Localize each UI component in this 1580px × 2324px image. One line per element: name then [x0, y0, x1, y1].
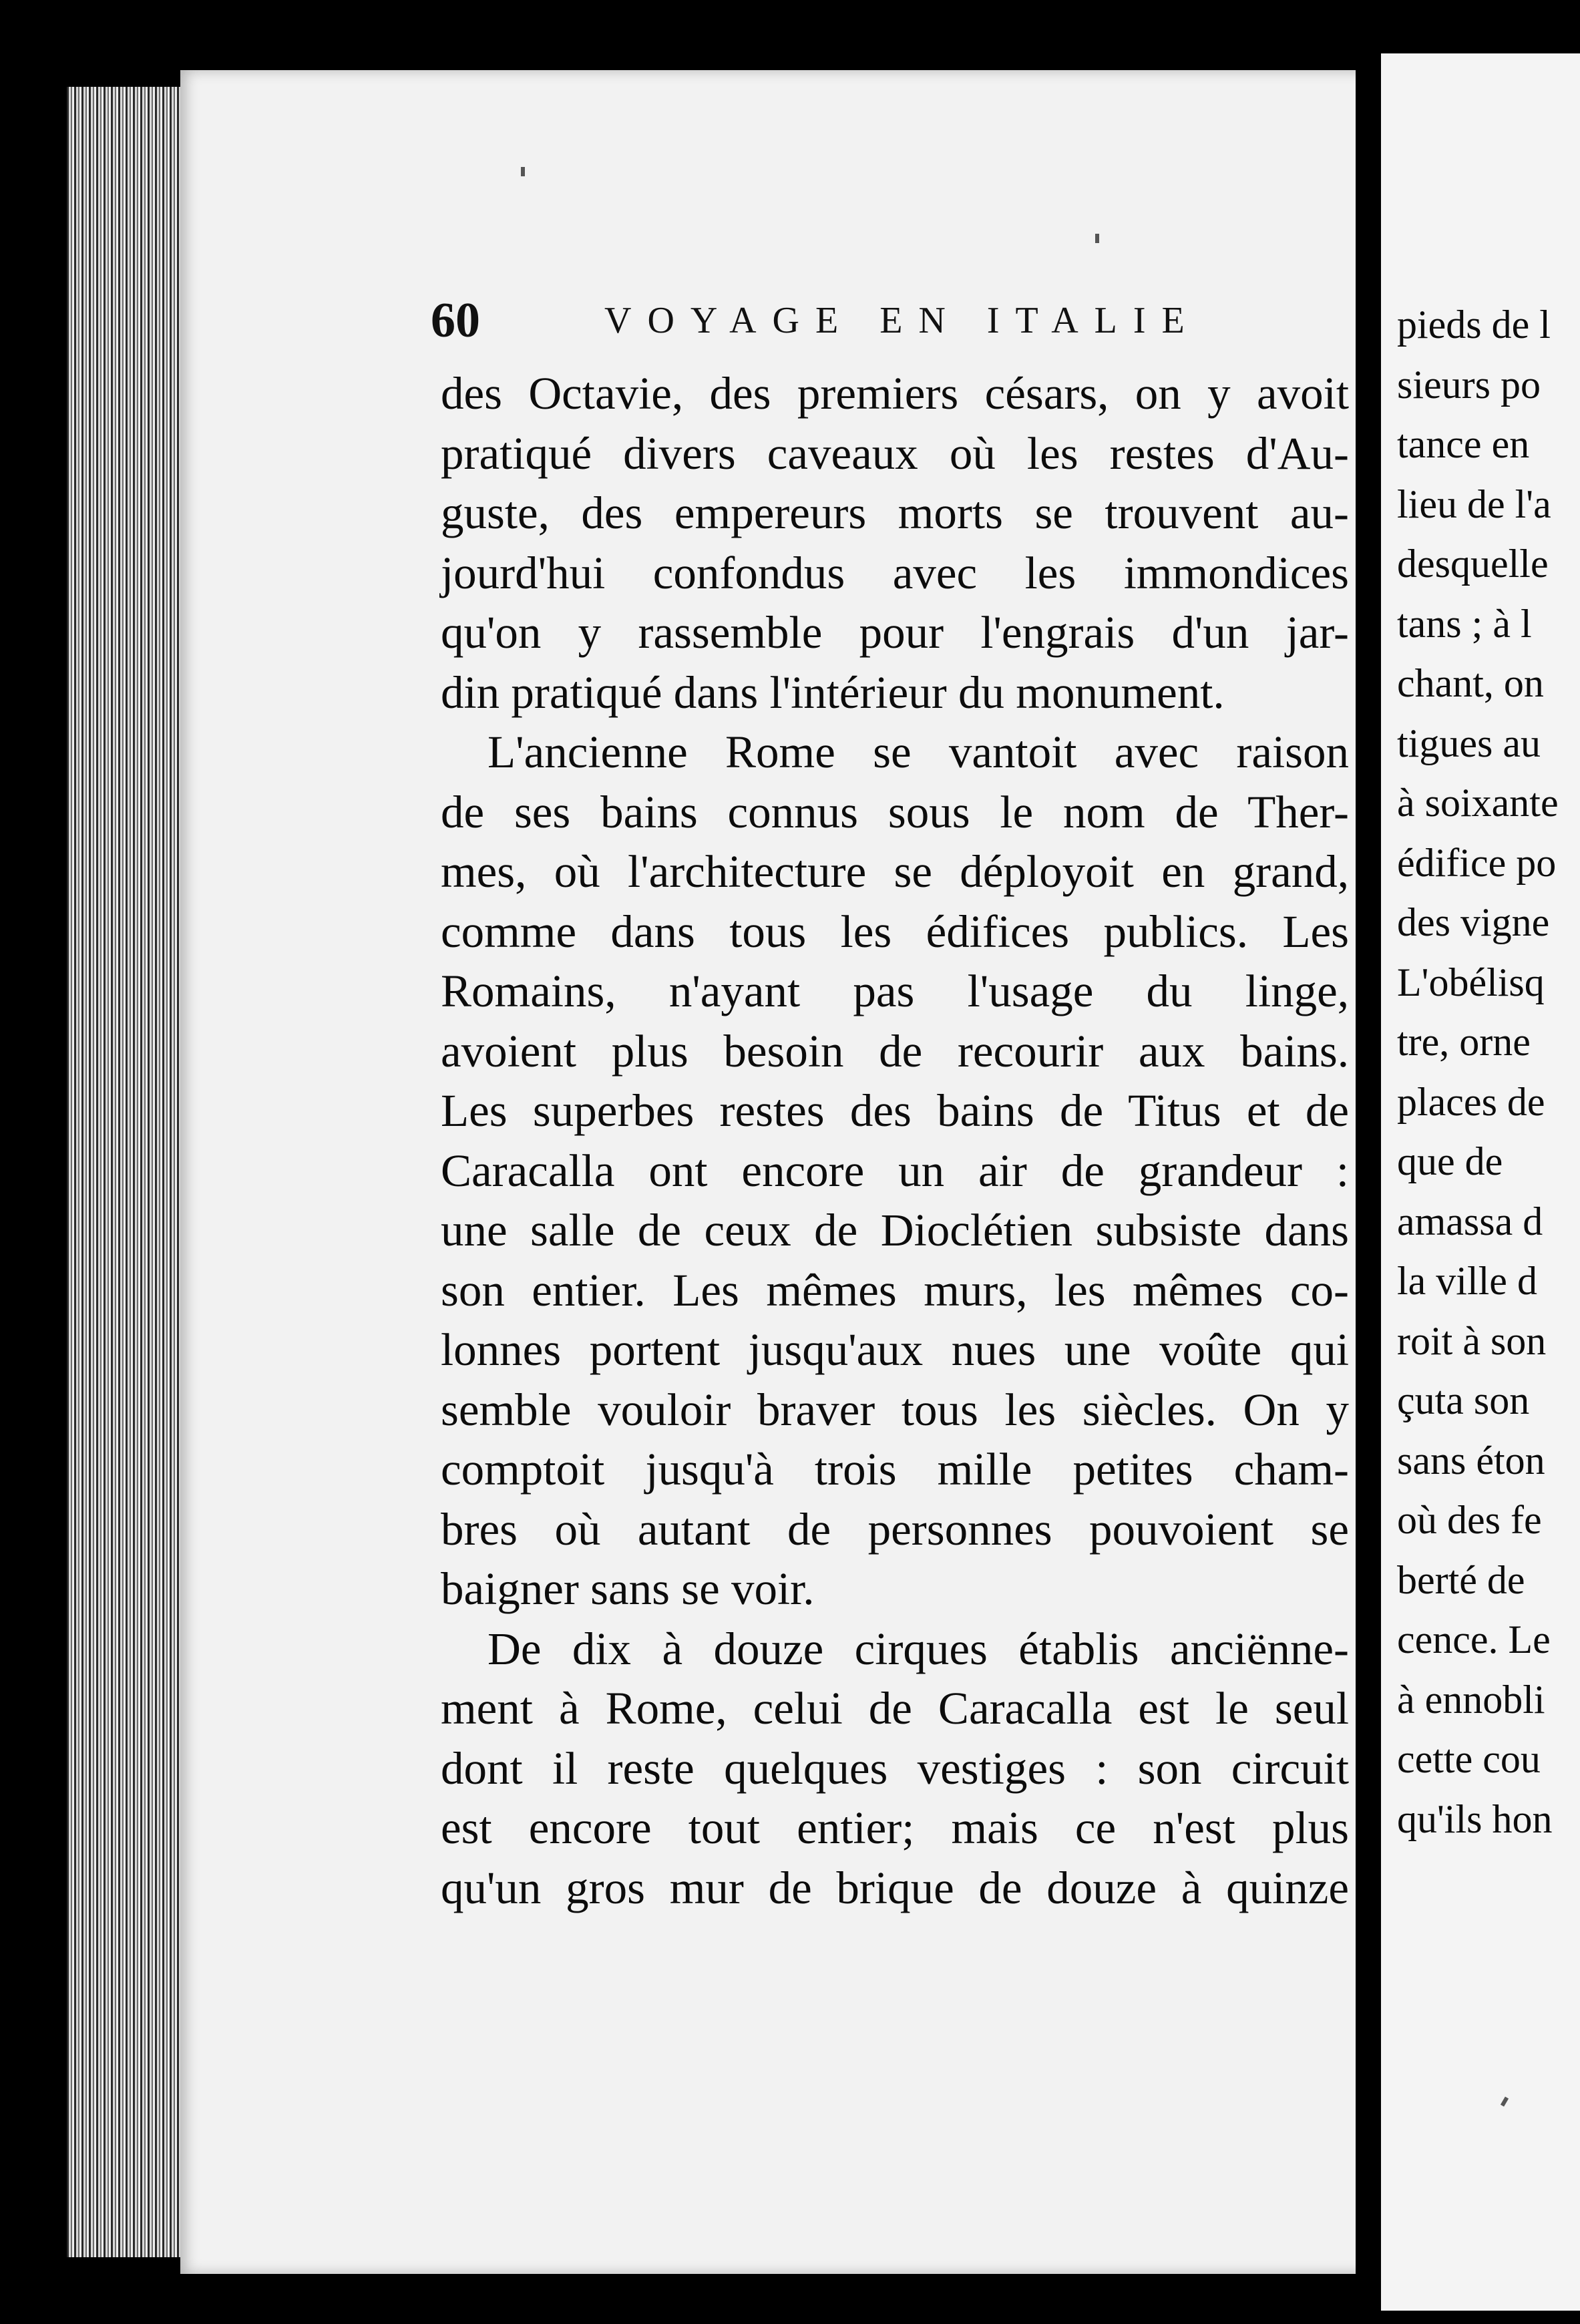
text-line: desquelle [1397, 542, 1549, 586]
text-line: est encore tout entier; mais ce n'est plus [441, 1802, 1349, 1853]
text-line: pieds de l [1397, 303, 1551, 347]
book-gutter [1356, 53, 1381, 2311]
text-line: de ses bains connus sous le nom de Ther- [441, 786, 1349, 837]
running-head [431, 280, 1366, 354]
text-line: des Octavie, des premiers césars, on y avoit [441, 368, 1349, 419]
right-page-text-fragment [1397, 295, 1580, 1849]
text-line: chant, on [1397, 661, 1544, 705]
text-line: sieurs po [1397, 362, 1541, 407]
text-line: Les superbes restes des bains de Titus et de [441, 1085, 1349, 1136]
text-line: à soixante [1397, 781, 1559, 825]
text-line: son entier. Les mêmes murs, les mêmes co- [441, 1264, 1349, 1316]
text-line: roit à son [1397, 1318, 1547, 1363]
text-line: qu'on y rassemble pour l'engrais d'un jar- [441, 607, 1349, 658]
text-line: L'obélisq [1397, 960, 1545, 1004]
text-line: çuta son [1397, 1378, 1530, 1422]
text-line: berté de [1397, 1557, 1525, 1602]
text-line: dont il reste quelques vestiges : son circuit [441, 1742, 1349, 1794]
text-line: baigner sans se voir. [441, 1563, 815, 1614]
text-line: L'ancienne Rome se vantoit avec raison [487, 727, 1349, 777]
page-number: 60 [431, 293, 480, 348]
text-line: tance en [1397, 422, 1530, 466]
text-line: ment à Rome, celui de Caracalla est le seul [441, 1683, 1349, 1734]
scan-speck [1095, 234, 1099, 243]
text-line: cence. Le [1397, 1617, 1551, 1662]
text-line: jourd'hui confondus avec les immondices [441, 547, 1349, 598]
text-line: Caracalla ont encore un air de grandeur : [441, 1145, 1349, 1196]
running-title: VOYAGE EN ITALIE [604, 300, 1201, 341]
text-line: la ville d [1397, 1259, 1537, 1303]
text-line: cette cou [1397, 1737, 1541, 1781]
text-line: tans ; à l [1397, 601, 1532, 646]
scan-speck [521, 167, 525, 176]
text-line: De dix à douze cirques établis anciënne- [487, 1623, 1349, 1674]
left-page-text [441, 364, 1349, 1918]
text-line: din pratiqué dans l'intérieur du monument. [441, 666, 1225, 718]
text-line: guste, des empereurs morts se trouvent au- [441, 488, 1349, 538]
text-line: édifice po [1397, 840, 1557, 885]
text-line: sans éton [1397, 1438, 1545, 1483]
text-line: tigues au [1397, 721, 1541, 765]
text-line: des vigne [1397, 900, 1550, 944]
text-line: lonnes portent jusqu'aux nues une voûte qui [441, 1324, 1349, 1375]
text-line: avoient plus besoin de recourir aux bains. [441, 1025, 1349, 1077]
text-line: à ennobli [1397, 1677, 1545, 1722]
text-line: semble vouloir braver tous les siècles. On y [441, 1384, 1349, 1435]
text-line: où des fe [1397, 1498, 1542, 1542]
text-line: pratiqué divers caveaux où les restes d'Au- [441, 427, 1349, 479]
text-line: qu'ils hon [1397, 1796, 1553, 1841]
text-line: que de [1397, 1139, 1503, 1183]
text-line: tre, orne [1397, 1020, 1531, 1064]
text-line: amassa d [1397, 1199, 1543, 1243]
text-line: places de [1397, 1079, 1545, 1124]
text-line: lieu de l'a [1397, 481, 1551, 526]
text-line: une salle de ceux de Dioclétien subsiste dans [441, 1205, 1349, 1255]
text-line: mes, où l'architecture se déployoit en grand, [441, 846, 1349, 897]
text-line: comptoit jusqu'à trois mille petites cham- [441, 1444, 1349, 1495]
text-line: Romains, n'ayant pas l'usage du linge, [441, 966, 1349, 1016]
text-line: qu'un gros mur de brique de douze à quinze [441, 1862, 1349, 1913]
text-line: bres où autant de personnes pouvoient se [441, 1503, 1349, 1555]
text-line: comme dans tous les édifices publics. Les [441, 906, 1349, 957]
